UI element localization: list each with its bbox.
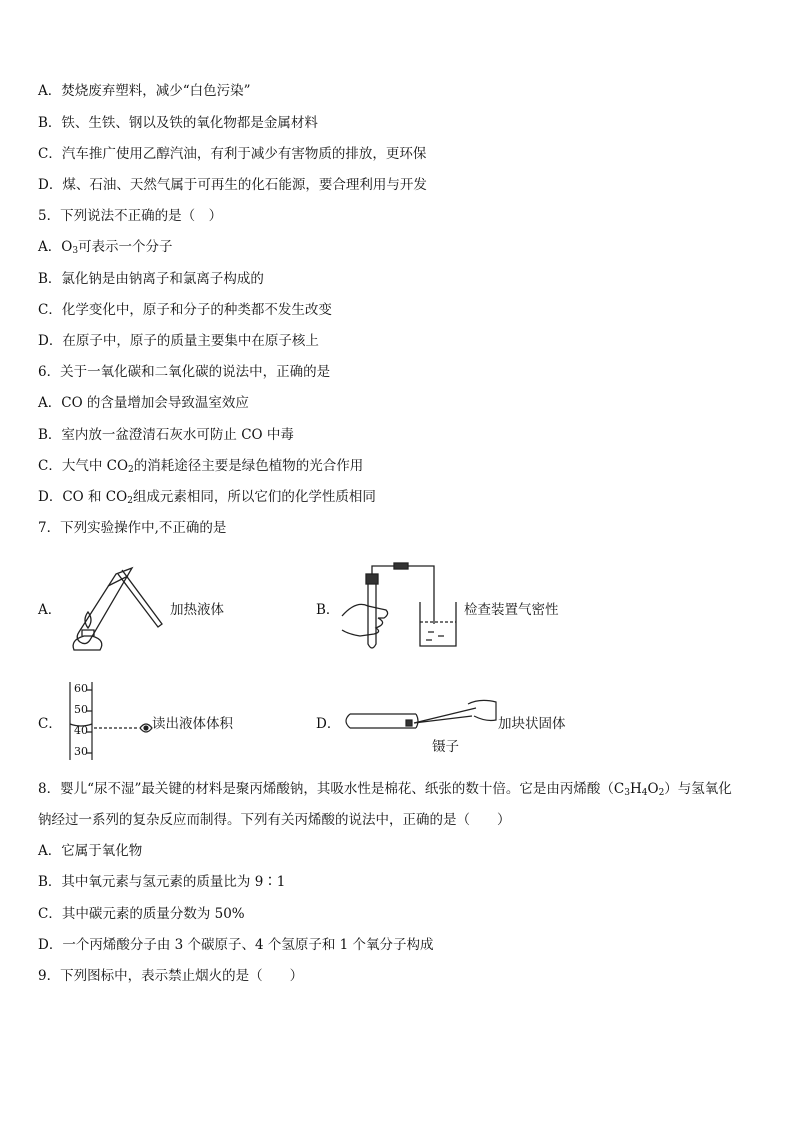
q5-option-a: A．$O_3$可表示一个分子 — [38, 239, 173, 256]
q6-option-b: B．室内放一盆澄清石灰水可防止 CO 中毒 — [38, 427, 294, 443]
cylinder-tick-60: 60 — [74, 682, 88, 695]
q8-option-a: A．它属于氧化物 — [38, 843, 143, 859]
q7-b-label: 检查装置气密性 — [464, 602, 559, 618]
q7-c-label: 读出液体体积 — [152, 716, 233, 732]
q7-c-letter: C． — [38, 716, 62, 732]
q4-option-b: B．铁、生铁、钢以及铁的氧化物都是金属材料 — [38, 115, 318, 131]
q7-d-letter: D． — [316, 716, 341, 732]
q8-stem-line1: 8．婴儿“尿不湿”最关键的材料是聚丙烯酸钠，其吸水性是棉花、纸张的数十倍。它是由丙烯酸$(C_3H_4O_2)$与氢氧化 — [38, 781, 732, 798]
q9-stem: 9．下列图标中，表示禁止烟火的是（ ） — [38, 968, 304, 984]
q7-a-label: 加热液体 — [170, 602, 224, 618]
q7-stem: 7．下列实验操作中,不正确的是 — [38, 520, 227, 536]
q4-option-d: D．煤、石油、天然气属于可再生的化石能源，要合理利用与开发 — [38, 177, 427, 193]
q7-a-letter: A． — [38, 602, 62, 618]
cylinder-tick-30: 30 — [74, 745, 88, 758]
cylinder-tick-50: 50 — [74, 703, 88, 716]
q5-option-b: B．氯化钠是由钠离子和氯离子构成的 — [38, 271, 264, 287]
q5-option-c: C．化学变化中，原子和分子的种类都不发生改变 — [38, 302, 332, 318]
q8-stem-line2: 钠经过一系列的复杂反应而制得。下列有关丙烯酸的说法中，正确的是（ ） — [38, 812, 511, 828]
q7-d-label: 加块状固体 — [498, 716, 566, 732]
q8-option-c: C．其中碳元素的质量分数为 50% — [38, 906, 245, 922]
q8-option-b: B．其中氧元素与氢元素的质量比为 9∶1 — [38, 874, 286, 890]
q5-option-d: D．在原子中，原子的质量主要集中在原子核上 — [38, 333, 319, 349]
q7-d-tweezers-label: 镊子 — [432, 739, 459, 755]
q5-stem: 5．下列说法不正确的是（ ） — [38, 208, 223, 224]
q6-option-d: D．CO 和 $CO_2$组成元素相同，所以它们的化学性质相同 — [38, 489, 376, 506]
tweezers-figure — [340, 696, 500, 740]
q6-stem: 6．关于一氧化碳和二氧化碳的说法中，正确的是 — [38, 364, 331, 380]
q7-b-letter: B． — [316, 602, 340, 618]
airtightness-check-figure — [338, 560, 468, 655]
q6-option-a: A．CO 的含量增加会导致温室效应 — [38, 395, 249, 411]
heating-liquid-figure — [60, 562, 170, 662]
q4-option-a: A．焚烧废弃塑料，减少“白色污染” — [38, 83, 251, 99]
q4-option-c: C．汽车推广使用乙醇汽油，有利于减少有害物质的排放，更环保 — [38, 146, 427, 162]
q6-option-c: C．大气中 $CO_2$的消耗途径主要是绿色植物的光合作用 — [38, 458, 364, 475]
cylinder-tick-40: 40 — [74, 724, 88, 737]
q8-option-d: D．一个丙烯酸分子由 3 个碳原子、4 个氢原子和 1 个氧分子构成 — [38, 937, 434, 953]
